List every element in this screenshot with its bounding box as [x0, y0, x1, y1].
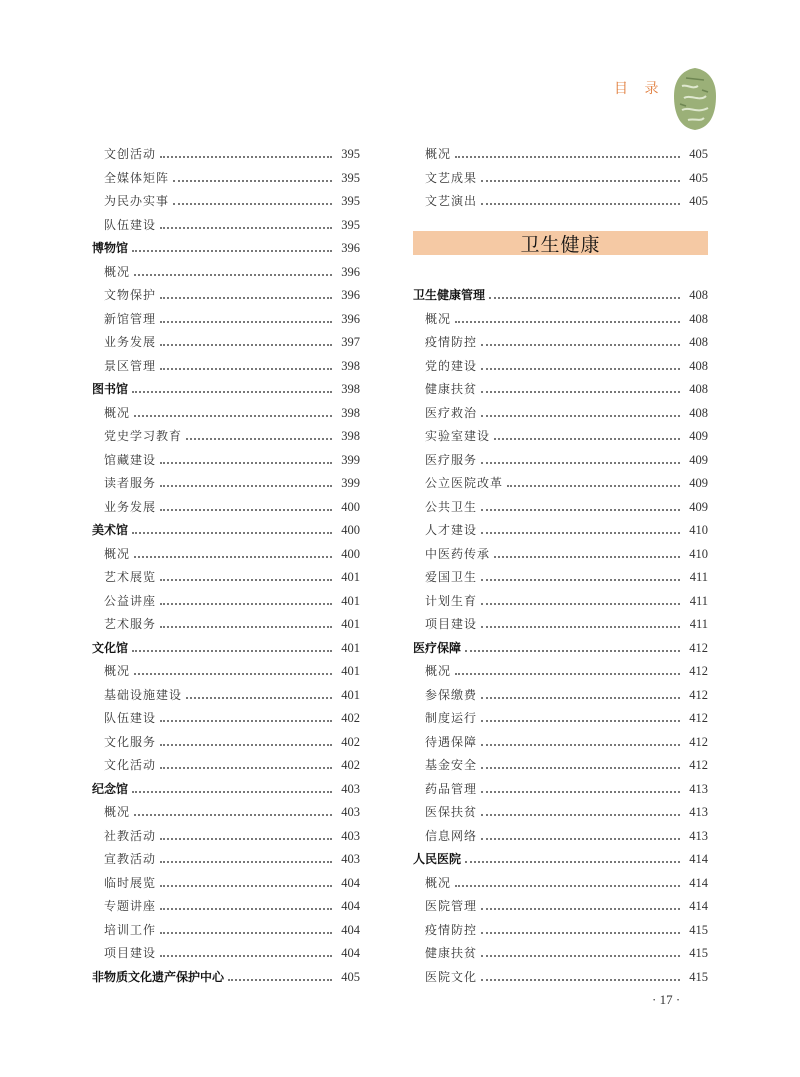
- toc-entry: [413, 542, 708, 562]
- toc-entry: [92, 307, 360, 327]
- toc-page-number: 403: [341, 828, 360, 843]
- toc-page-number: 412: [689, 734, 708, 749]
- dot-leader: [494, 556, 680, 558]
- toc-entry-label: 非物质文化遗产保护中心: [92, 969, 225, 984]
- toc-page-number: 414: [689, 852, 708, 866]
- toc-entry: [413, 471, 708, 491]
- dot-leader: [134, 556, 332, 558]
- toc-page-number: 405: [689, 194, 708, 208]
- toc-section-heading: [413, 847, 708, 867]
- toc-entry-label: 党的建设: [425, 358, 478, 373]
- toc-page-number: 409: [689, 429, 708, 443]
- dot-leader: [160, 885, 332, 887]
- section-banner: 卫生健康: [413, 231, 708, 255]
- toc-entry: [92, 941, 360, 961]
- toc-entry-label: 博物馆: [92, 241, 129, 255]
- toc-page-number: 412: [689, 687, 708, 702]
- toc-entry: [413, 589, 708, 609]
- toc-entry-label: 培训工作: [104, 922, 157, 937]
- dot-leader: [481, 955, 680, 957]
- dot-leader: [228, 979, 332, 981]
- toc-page-number: 403: [341, 781, 360, 796]
- toc-entry: [92, 424, 360, 444]
- dot-leader: [481, 180, 680, 182]
- toc-entry: [92, 189, 360, 209]
- toc-entry-label: 医疗救治: [425, 405, 478, 420]
- toc-entry: [92, 847, 360, 867]
- toc-entry: [413, 495, 708, 515]
- toc-entry: [92, 166, 360, 186]
- toc-page-number: 415: [689, 922, 708, 937]
- dot-leader: [507, 485, 680, 487]
- dot-leader: [186, 697, 332, 699]
- toc-page-number: 396: [341, 288, 360, 302]
- dot-leader: [186, 438, 332, 440]
- toc-section-heading: [92, 777, 360, 797]
- dot-leader: [481, 979, 680, 981]
- dot-leader: [494, 438, 680, 440]
- toc-page-number: 400: [341, 499, 360, 514]
- toc-entry: [413, 965, 708, 985]
- toc-entry: [92, 142, 360, 162]
- toc-entry-label: 全媒体矩阵: [104, 170, 170, 185]
- toc-entry-label: 文艺成果: [425, 170, 478, 185]
- toc-entry-label: 中医药传承: [425, 546, 491, 561]
- toc-section-heading: [413, 283, 708, 303]
- dot-leader: [481, 932, 680, 934]
- toc-page-number: 402: [341, 758, 360, 772]
- toc-page-number: 395: [341, 170, 360, 185]
- dot-leader: [481, 697, 680, 699]
- toc-entry-label: 党史学习教育: [104, 429, 183, 443]
- toc-entry: [413, 565, 708, 585]
- toc-page-number: 399: [341, 476, 360, 490]
- toc-page-number: 396: [341, 311, 360, 326]
- toc-page-number: 413: [689, 781, 708, 796]
- toc-entry: [413, 307, 708, 327]
- dot-leader: [160, 908, 332, 910]
- toc-page-number: 402: [341, 711, 360, 725]
- toc-page-number: 410: [689, 546, 708, 561]
- toc-page-number: 408: [689, 311, 708, 326]
- toc-entry-label: 公益讲座: [104, 593, 157, 608]
- dot-leader: [455, 673, 680, 675]
- dot-leader: [481, 344, 680, 346]
- toc-page-number: 404: [341, 875, 360, 890]
- toc-page-number: 408: [689, 382, 708, 396]
- toc-page-number: 400: [341, 546, 360, 561]
- dot-leader: [134, 415, 332, 417]
- toc-page-number: 396: [341, 264, 360, 279]
- toc-page-number: 415: [689, 946, 708, 960]
- dot-leader: [481, 368, 680, 370]
- toc-page-number: 412: [689, 711, 708, 725]
- toc-entry-label: 计划生育: [425, 593, 478, 608]
- toc-entry: [92, 283, 360, 303]
- toc-page-number: 397: [341, 335, 360, 349]
- dot-leader: [481, 791, 680, 793]
- dot-leader: [455, 321, 680, 323]
- toc-entry-label: 概况: [104, 264, 131, 279]
- dot-leader: [489, 297, 680, 299]
- toc-entry-label: 基金安全: [425, 758, 478, 772]
- toc-entry: [92, 213, 360, 233]
- toc-entry-label: 信息网络: [425, 828, 478, 843]
- toc-page-number: 396: [341, 241, 360, 255]
- toc-entry: [92, 354, 360, 374]
- toc-page-number: 409: [689, 476, 708, 490]
- toc-entry: [413, 189, 708, 209]
- toc-entry-label: 文化馆: [92, 640, 129, 655]
- toc-page-number: 395: [341, 217, 360, 232]
- dot-leader: [160, 321, 332, 323]
- toc-page-number: 401: [341, 664, 360, 678]
- dot-leader: [481, 391, 680, 393]
- dot-leader: [132, 391, 332, 393]
- toc-page-number: 414: [689, 899, 708, 913]
- dot-leader: [160, 579, 332, 581]
- dot-leader: [132, 650, 332, 652]
- toc-entry: [413, 354, 708, 374]
- dot-leader: [160, 626, 332, 628]
- toc-entry-label: 概况: [104, 664, 131, 678]
- toc-page-number: 403: [341, 852, 360, 866]
- toc-entry: [92, 260, 360, 280]
- toc-entry-label: 临时展览: [104, 875, 157, 890]
- toc-entry: [413, 518, 708, 538]
- toc-entry-label: 概况: [104, 805, 131, 819]
- toc-page-number: 405: [689, 147, 708, 161]
- dot-leader: [481, 203, 680, 205]
- dot-leader: [134, 814, 332, 816]
- dot-leader: [160, 485, 332, 487]
- toc-page-number: 401: [341, 687, 360, 702]
- toc-page-number: 398: [341, 382, 360, 396]
- toc-page-number: 405: [341, 969, 360, 984]
- toc-entry-label: 文化服务: [104, 734, 157, 749]
- toc-entry-label: 新馆管理: [104, 311, 157, 326]
- dot-leader: [173, 180, 332, 182]
- toc-page-number: 399: [341, 452, 360, 467]
- toc-entry: [92, 918, 360, 938]
- toc-entry-label: 文物保护: [104, 288, 157, 302]
- dot-leader: [134, 673, 332, 675]
- toc-entry: [413, 424, 708, 444]
- dot-leader: [481, 509, 680, 511]
- toc-entry: [413, 941, 708, 961]
- dot-leader: [455, 156, 680, 158]
- dot-leader: [132, 250, 332, 252]
- toc-section-heading: [92, 965, 360, 985]
- toc-entry-label: 概况: [104, 405, 131, 420]
- toc-entry-label: 概况: [104, 546, 131, 561]
- toc-entry: [413, 401, 708, 421]
- toc-entry-label: 景区管理: [104, 358, 157, 373]
- toc-entry: [413, 448, 708, 468]
- toc-entry-label: 医保扶贫: [425, 805, 478, 819]
- toc-entry-label: 医疗服务: [425, 452, 478, 467]
- toc-page-number: 408: [689, 405, 708, 420]
- page-number: · 17 ·: [652, 992, 681, 1007]
- dot-leader: [160, 509, 332, 511]
- toc-entry-label: 医院管理: [425, 899, 478, 913]
- dot-leader: [160, 297, 332, 299]
- toc-page-number: 401: [341, 617, 360, 631]
- dot-leader: [160, 955, 332, 957]
- toc-page-number: 413: [689, 828, 708, 843]
- toc-entry-label: 文化活动: [104, 758, 157, 772]
- dot-leader: [481, 908, 680, 910]
- toc-entry-label: 概况: [425, 311, 452, 326]
- toc-entry: [92, 706, 360, 726]
- toc-page-number: 404: [341, 922, 360, 937]
- toc-entry-label: 概况: [425, 147, 452, 161]
- toc-page-number: 412: [689, 758, 708, 772]
- toc-entry-label: 业务发展: [104, 335, 157, 349]
- toc-page-number: 395: [341, 194, 360, 208]
- toc-entry: [413, 683, 708, 703]
- toc-entry-label: 人才建设: [425, 523, 478, 537]
- toc-section-heading: [92, 377, 360, 397]
- toc-entry: [92, 471, 360, 491]
- toc-entry: [92, 824, 360, 844]
- toc-page-number: 401: [341, 640, 360, 655]
- dot-leader: [160, 227, 332, 229]
- toc-page-number: 401: [341, 593, 360, 608]
- toc-page-number: 410: [689, 523, 708, 537]
- dot-leader: [132, 532, 332, 534]
- toc-page-number: 415: [689, 969, 708, 984]
- toc-entry-label: 概况: [425, 664, 452, 678]
- dot-leader: [160, 744, 332, 746]
- dot-leader: [481, 767, 680, 769]
- dot-leader: [160, 861, 332, 863]
- toc-entry: [92, 753, 360, 773]
- toc-entry-label: 基础设施建设: [104, 687, 183, 702]
- toc-entry-label: 业务发展: [104, 499, 157, 514]
- toc-entry: [92, 659, 360, 679]
- dot-leader: [160, 932, 332, 934]
- toc-entry-label: 文创活动: [104, 147, 157, 161]
- toc-entry: [413, 612, 708, 632]
- toc-page-number: 402: [341, 734, 360, 749]
- dot-leader: [481, 532, 680, 534]
- toc-page-number: 403: [341, 805, 360, 819]
- toc-page-number: 395: [341, 147, 360, 161]
- dot-leader: [481, 744, 680, 746]
- toc-entry: [92, 612, 360, 632]
- toc-page-number: 412: [689, 664, 708, 678]
- dot-leader: [465, 861, 680, 863]
- toc-entry-label: 社教活动: [104, 828, 157, 843]
- dot-leader: [455, 885, 680, 887]
- toc-entry: [92, 730, 360, 750]
- toc-entry-label: 为民办实事: [104, 194, 170, 208]
- toc-entry-label: 文艺演出: [425, 194, 478, 208]
- toc-entry-label: 公共卫生: [425, 499, 478, 514]
- seal-stamp-icon: [672, 66, 718, 132]
- toc-entry: [92, 401, 360, 421]
- toc-page-number: 414: [689, 875, 708, 890]
- toc-entry-label: 爱国卫生: [425, 570, 478, 584]
- toc-page-number: 409: [689, 499, 708, 514]
- toc-section-heading: [92, 636, 360, 656]
- toc-page-number: 408: [689, 335, 708, 349]
- toc-entry: [413, 730, 708, 750]
- toc-entry: [413, 330, 708, 350]
- dot-leader: [134, 274, 332, 276]
- toc-entry-label: 待遇保障: [425, 734, 478, 749]
- toc-entry: [92, 495, 360, 515]
- dot-leader: [160, 603, 332, 605]
- toc-page-number: 398: [341, 429, 360, 443]
- toc-entry-label: 队伍建设: [104, 217, 157, 232]
- dot-leader: [481, 720, 680, 722]
- toc-entry-label: 艺术展览: [104, 570, 157, 584]
- toc-entry-label: 制度运行: [425, 711, 478, 725]
- toc-entry-label: 人民医院: [413, 852, 462, 866]
- dot-leader: [481, 814, 680, 816]
- toc-entry: [92, 800, 360, 820]
- toc-page-number: 398: [341, 405, 360, 420]
- toc-page-number: 404: [341, 946, 360, 960]
- toc-entry-label: 图书馆: [92, 382, 129, 396]
- toc-entry-label: 纪念馆: [92, 781, 129, 796]
- toc-page-number: 413: [689, 805, 708, 819]
- toc-entry: [92, 683, 360, 703]
- toc-entry: [413, 706, 708, 726]
- toc-entry-label: 实验室建设: [425, 429, 491, 443]
- toc-page-number: 398: [341, 358, 360, 373]
- toc-entry: [92, 894, 360, 914]
- toc-entry-label: 药品管理: [425, 781, 478, 796]
- dot-leader: [481, 579, 680, 581]
- toc-entry: [413, 824, 708, 844]
- dot-leader: [160, 767, 332, 769]
- toc-entry: [413, 377, 708, 397]
- toc-entry-label: 宣教活动: [104, 852, 157, 866]
- toc-entry-label: 项目建设: [104, 946, 157, 960]
- dot-leader: [160, 720, 332, 722]
- toc-section-heading: [92, 518, 360, 538]
- dot-leader: [481, 603, 680, 605]
- dot-leader: [481, 626, 680, 628]
- toc-entry-label: 公立医院改革: [425, 476, 504, 490]
- toc-entry-label: 健康扶贫: [425, 382, 478, 396]
- toc-entry-label: 健康扶贫: [425, 946, 478, 960]
- dot-leader: [160, 368, 332, 370]
- dot-leader: [160, 156, 332, 158]
- toc-entry-label: 医疗保障: [413, 640, 462, 655]
- toc-entry-label: 卫生健康管理: [413, 288, 486, 302]
- toc-page-number: 411: [689, 617, 708, 631]
- toc-entry: [413, 871, 708, 891]
- toc-page-number: 412: [689, 640, 708, 655]
- toc-page-number: 411: [689, 570, 708, 584]
- toc-entry-label: 参保缴费: [425, 687, 478, 702]
- toc-page-number: 411: [689, 593, 708, 608]
- page-header-title: 目 录: [614, 81, 665, 97]
- toc-entry-label: 专题讲座: [104, 899, 157, 913]
- dot-leader: [481, 838, 680, 840]
- toc-entry: [413, 142, 708, 162]
- toc-entry: [92, 542, 360, 562]
- toc-entry: [92, 565, 360, 585]
- toc-entry: [413, 918, 708, 938]
- toc-page-number: 401: [341, 570, 360, 584]
- dot-leader: [465, 650, 680, 652]
- toc-entry: [413, 659, 708, 679]
- toc-entry: [413, 166, 708, 186]
- dot-leader: [481, 462, 680, 464]
- dot-leader: [160, 462, 332, 464]
- dot-leader: [160, 838, 332, 840]
- toc-entry-label: 艺术服务: [104, 617, 157, 631]
- toc-page-number: 404: [341, 899, 360, 913]
- toc-page-number: 408: [689, 358, 708, 373]
- dot-leader: [173, 203, 332, 205]
- toc-page-number: 409: [689, 452, 708, 467]
- dot-leader: [132, 791, 332, 793]
- toc-entry-label: 美术馆: [92, 523, 129, 537]
- toc-entry: [413, 777, 708, 797]
- toc-entry: [92, 330, 360, 350]
- toc-entry: [413, 753, 708, 773]
- toc-entry-label: 疫情防控: [425, 335, 478, 349]
- toc-entry: [92, 448, 360, 468]
- toc-entry: [92, 589, 360, 609]
- toc-entry: [413, 894, 708, 914]
- toc-page-number: 405: [689, 170, 708, 185]
- dot-leader: [160, 344, 332, 346]
- toc-entry: [92, 871, 360, 891]
- toc-section-heading: [413, 636, 708, 656]
- dot-leader: [481, 415, 680, 417]
- toc-entry-label: 医院文化: [425, 969, 478, 984]
- toc-entry: [413, 800, 708, 820]
- toc-section-heading: [92, 236, 360, 256]
- toc-page-number: 400: [341, 523, 360, 537]
- toc-entry-label: 读者服务: [104, 476, 157, 490]
- toc-entry-label: 项目建设: [425, 617, 478, 631]
- toc-entry-label: 概况: [425, 875, 452, 890]
- toc-entry-label: 疫情防控: [425, 922, 478, 937]
- toc-entry-label: 队伍建设: [104, 711, 157, 725]
- toc-entry-label: 馆藏建设: [104, 452, 157, 467]
- toc-page-number: 408: [689, 288, 708, 302]
